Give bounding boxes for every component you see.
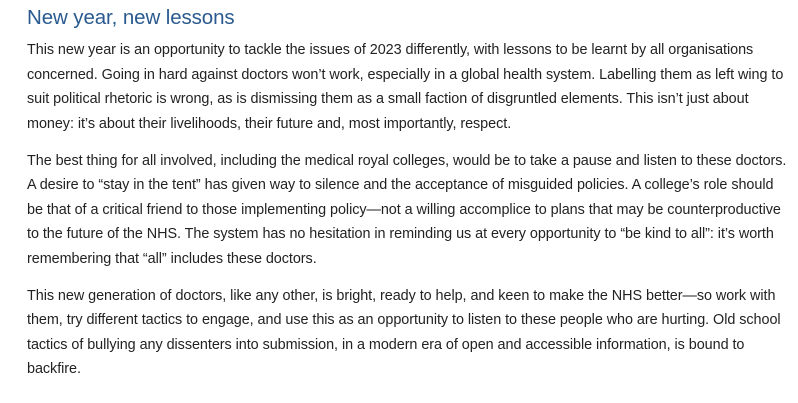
article-section [27,5,787,394]
paragraph-3: This new generation of doctors, like any other, is bright, ready to help, and keen to make the NHS better—so work with them, try different tactics to engage, and use this as an opportunity to listen to these people who are hurting. Old school tactics of bullying any dissenters into submission, in a modern era of open and accessible information, is bound to backfire. [27,287,781,377]
section-heading: New year, new lessons [27,6,235,29]
paragraph-2: The best thing for all involved, including the medical royal colleges, would be to take a pause and listen to these doctors. A desire to “stay in the tent” has given way to silence and the acceptance of misguided policies. A college’s role should be that of a critical friend to those implementing policy—not a willing accomplice to plans that may be counterproductive to the future of the NHS. The system has no hesitation in reminding us at every opportunity to “be kind to all”: it’s worth remembering that “all” includes these doctors. [27,152,787,267]
paragraph-1: This new year is an opportunity to tackle the issues of 2023 differently, with lessons to be learnt by all organisations concerned. Going in hard against doctors won’t work, especially in a global health system. Labelling them as left wing to suit political rhetoric is wrong, as is dismissing them as a small faction of disgruntled elements. This isn’t just about money: it’s about their livelihoods, their future and, most importantly, respect. [27,42,784,132]
